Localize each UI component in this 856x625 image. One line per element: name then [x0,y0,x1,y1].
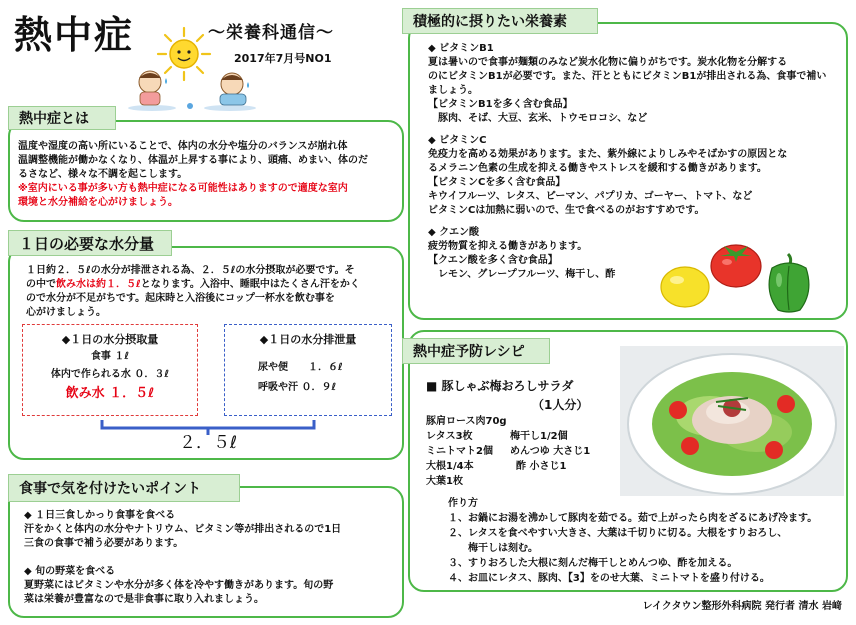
masthead-subtitle: ～栄養科通信～ [208,23,334,43]
text-line: 汗をかくと体内の水分やナトリウム、ビタミン等が排出されるので1日 [24,524,342,535]
intake-drinking-water: 飲み水 １．５ℓ [65,386,155,401]
text-line: るメラニン色素の生成を抑える働きやストレスを緩和する働きがあります。 [428,163,767,174]
nutrient-title: ◆ クエン酸 [428,227,479,238]
section-header-diet-points: 食事で気を付けたいポイント [8,474,240,502]
text-line: 免疫力を高める効果があります。また、紫外線によりしみやそばかすの原因とな [428,149,788,160]
salad-photo [620,346,844,496]
total-water-amount: ２．５ℓ [178,433,238,453]
masthead-title: 熱中症 [14,12,135,57]
method-step: ４、お皿にレタス、豚肉、【3】をのせ大葉、ミニトマトを盛り付ける。 [448,573,770,584]
recipe-dish-title: ■ 豚しゃぶ梅おろしサラダ [426,379,574,393]
section-header-nutrients: 積極的に摂りたい栄養素 [402,8,598,34]
sweating-children-illustration [122,68,272,112]
foods-title: 【クエン酸を多く含む食品】 [428,255,558,266]
nutrients-content [428,42,826,282]
ingredient-item: めんつゆ 大さじ1 [510,446,591,457]
text-line: 疲労物質を抑える働きがあります。 [428,241,588,252]
foods-list: レモン、グレープフルーツ、梅干し、酢 [438,269,616,280]
text-fragment: となります。入浴中、睡眠中はたくさん汗をかく [140,279,360,290]
masthead-issue: 2017年7月号NO1 [234,52,332,65]
green-pepper-illustration [764,252,814,314]
warning-line: 環境と水分補給を心がけましょう。 [18,197,178,208]
ingredient-item: 豚肩ロース肉70g [426,416,507,427]
foods-list: キウイフルーツ、レタス、ピーマン、パプリカ、ゴーヤー、トマト、など [428,191,753,202]
method-title: 作り方 [448,498,478,509]
lemon-illustration [658,262,712,310]
output-row: 尿や便 １．６ℓ [258,362,343,373]
foods-title: 【ビタミンCを多く含む食品】 [428,177,566,188]
method-step: １、お鍋にお湯を沸かして豚肉を茹でる。茹で上がったら肉をざるにあげ冷ます。 [448,513,818,524]
ingredient-item: 大葉1枚 [426,476,463,487]
drinking-water-highlight: 飲み水は約１．５ℓ [56,279,141,290]
point-title: ◆ 旬の野菜を食べる [24,566,116,577]
text-line: 温調整機能が働かなくなり、体温が上昇する事により、頭痛、めまい、体のだ [18,155,368,166]
point-title: ◆ １日三食しかっり食事を食べる [24,510,176,521]
recipe-serving: （1人分） [532,398,589,412]
text-line: 菜は栄養が豊富なので是非食事に取り入れましょう。 [24,594,264,605]
text-line: るさなど、様々な不調を起こします。 [18,169,188,180]
ingredient-item: 大根1/4本 [426,461,474,472]
text-line: のにビタミンB1が必要です。また、汗とともにビタミンB1が排出される為、食事で補い [428,71,827,82]
water-output-content [224,332,392,398]
section-header-daily-water: １日の必要な水分量 [8,230,172,256]
section-header-recipe: 熱中症予防レシピ [402,338,550,364]
tomato-illustration [708,236,764,288]
note-line: ビタミンCは加熱に弱いので、生で食べるのがおすすめです。 [428,205,705,216]
intake-title: ◆１日の水分摂取量 [61,333,159,346]
text-line [26,278,360,292]
nutrient-title: ◆ ビタミンB1 [428,43,494,54]
heatstroke-description [18,140,368,210]
water-intake-content [22,332,198,404]
warning-line: ※室内にいる事が多い方も熱中症になる可能性はありますので適度な室内 [18,183,348,194]
ingredient-item: ミニトマト2個 [426,446,493,457]
text-line: 心がけましょう。 [26,307,106,318]
text-line: ましょう。 [428,85,478,96]
intake-row: 食事 １ℓ [90,351,130,362]
recipe-method [448,496,817,586]
method-step: ３、すりおろした大根に刻んだ梅干しとめんつゆ、酢を加える。 [448,558,738,569]
method-step: 梅干しは刻む。 [448,543,538,554]
output-row: 呼吸や汗 ０．９ℓ [258,382,337,393]
ingredient-item: 酢 小さじ1 [516,461,567,472]
text-line: １日約２．５ℓの水分が排泄される為、２．５ℓの水分摂取が必要です。そ [26,265,355,276]
output-title: ◆１日の水分排泄量 [259,333,357,346]
ingredient-item: レタス3枚 [426,431,473,442]
publisher-footer: レイクタウン整形外科病院 発行者 清水 岩﨑 [642,601,842,612]
ingredients-right [510,429,590,474]
ingredient-item: 梅干し1/2個 [510,431,568,442]
text-fragment: の中で [26,279,56,290]
method-step: ２、レタスを食べやすい大きさ、大葉は千切りに切る。大根をすりおろし、 [448,528,788,539]
section-header-heatstroke: 熱中症とは [8,106,116,130]
text-line: 温度や湿度の高い所にいることで、体内の水分や塩分のバランスが崩れ体 [18,141,348,152]
text-line: 夏野菜にはビタミンや水分が多く体を冷やす働きがあります。旬の野 [24,580,334,591]
text-line: ので水分が不足がちです。起床時と入浴後にコップ一杯水を飲む事を [26,293,335,304]
foods-title: 【ビタミンB1を多く含む食品】 [428,99,573,110]
nutrient-title: ◆ ビタミンC [428,135,487,146]
text-line: 夏は暑いので食事が麺類のみなど炭水化物に偏りがちです。炭水化物を分解する [428,57,788,68]
diet-points-content [24,509,341,607]
foods-list: 豚肉、そば、大豆、玄米、トウモロコシ、など [438,113,648,124]
ingredients-left [426,414,507,489]
daily-water-description [26,264,360,320]
text-line: 三食の食事で補う必要があります。 [24,538,184,549]
intake-row: 体内で作られる水 ０．３ℓ [50,369,170,380]
